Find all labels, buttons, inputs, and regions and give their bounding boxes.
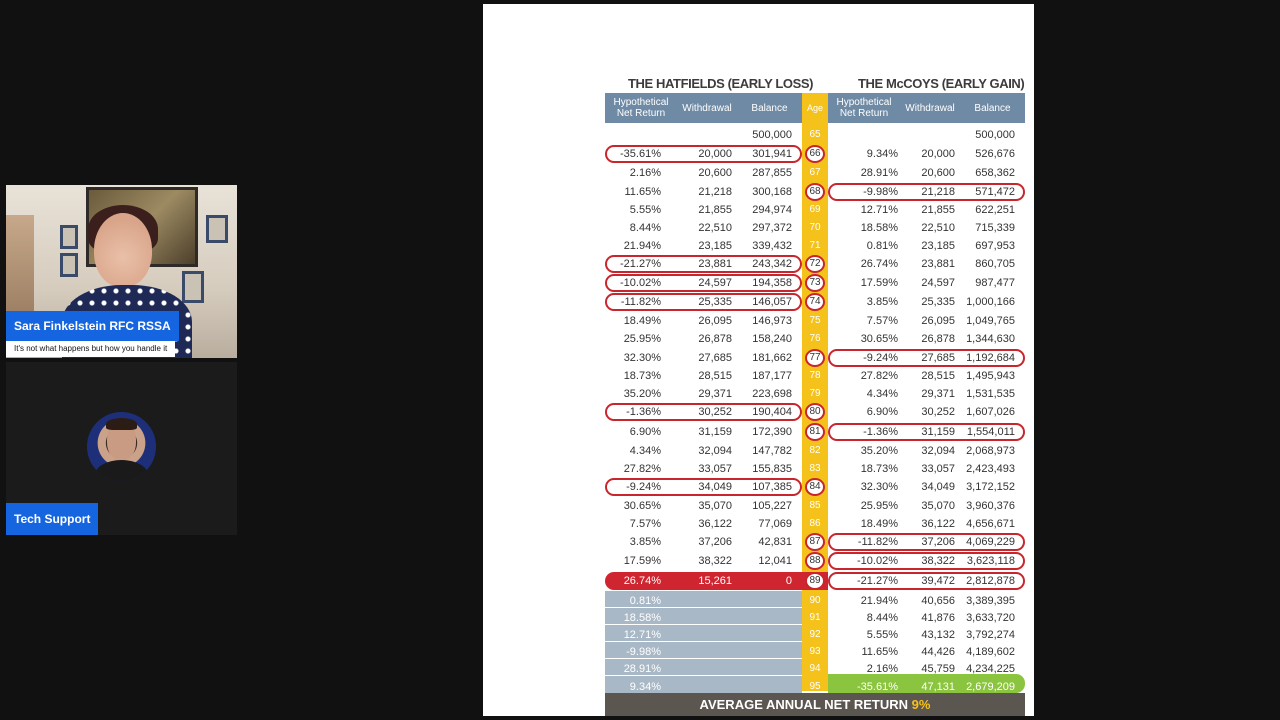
hatfield-withdrawal-cell: 23,185 <box>698 240 732 252</box>
mccoy-balance-cell: 715,339 <box>975 222 1015 234</box>
hatfield-withdrawal-cell: 34,049 <box>698 481 732 493</box>
left-table-title: THE HATFIELDS (EARLY LOSS) <box>628 76 814 91</box>
age-circled-cell: 72 <box>805 255 825 273</box>
hatfield-return-cell <box>605 126 661 144</box>
hatfield-withdrawal-cell: 24,597 <box>698 277 732 289</box>
table-row <box>483 497 1034 515</box>
header-net-return-line1: Hypothetical <box>836 97 892 108</box>
hatfield-withdrawal-cell: 32,094 <box>698 445 732 457</box>
hatfield-withdrawal-cell: 33,057 <box>698 463 732 475</box>
hatfield-withdrawal-cell: 38,322 <box>698 555 732 567</box>
hatfield-return-cell: 4.34% <box>629 445 661 457</box>
mccoy-return-cell: -10.02% <box>857 555 898 567</box>
mccoy-return-cell: 21.94% <box>860 595 898 607</box>
mccoy-balance-cell: 697,953 <box>975 240 1015 252</box>
table-row <box>483 126 1034 144</box>
mccoy-withdrawal-cell: 30,252 <box>921 406 955 418</box>
hatfield-return-cell: -11.82% <box>620 296 661 308</box>
hatfield-return-cell: 0.81% <box>629 595 661 607</box>
hatfield-balance-cell: 297,372 <box>752 222 792 234</box>
mccoy-return-cell: 25.95% <box>860 500 898 512</box>
table-row <box>483 183 1034 201</box>
hatfield-withdrawal-cell: 26,095 <box>698 315 732 327</box>
hatfield-return-cell: 6.90% <box>629 426 661 438</box>
mccoy-withdrawal-cell: 36,122 <box>921 518 955 530</box>
mccoy-balance-cell: 2,423,493 <box>966 463 1015 475</box>
mccoy-return-cell: -9.24% <box>863 352 898 364</box>
mccoy-balance-cell: 1,192,684 <box>966 352 1015 364</box>
mccoy-balance-cell: 1,000,166 <box>966 296 1015 308</box>
hatfield-balance-cell: 155,835 <box>752 463 792 475</box>
mccoy-return-cell: -9.98% <box>863 186 898 198</box>
hatfield-return-cell: 28.91% <box>623 663 661 675</box>
hatfield-withdrawal-cell: 25,335 <box>698 296 732 308</box>
hatfield-withdrawal-cell: 28,515 <box>698 370 732 382</box>
hatfield-balance-cell: 301,941 <box>752 148 792 160</box>
hatfield-return-cell: 18.58% <box>623 612 661 624</box>
mccoy-withdrawal-cell: 26,878 <box>921 333 955 345</box>
hatfield-balance-cell: 294,974 <box>752 204 792 216</box>
mccoy-return-cell <box>828 126 898 144</box>
table-row <box>483 552 1034 570</box>
hatfield-return-cell: 18.73% <box>623 370 661 382</box>
mccoy-balance-cell: 1,049,765 <box>966 315 1015 327</box>
mccoy-balance-cell: 2,068,973 <box>966 445 1015 457</box>
hatfield-withdrawal-cell <box>665 660 732 678</box>
mccoy-return-cell: -21.27% <box>857 575 898 587</box>
header-net-return <box>605 97 677 119</box>
mccoy-return-cell: 4.34% <box>866 388 898 400</box>
mccoy-return-cell: 12.71% <box>860 204 898 216</box>
mccoy-withdrawal-cell: 43,132 <box>921 629 955 641</box>
table-row <box>483 423 1034 441</box>
hatfield-return-cell: 27.82% <box>623 463 661 475</box>
hatfield-balance-cell <box>733 660 792 678</box>
hatfield-balance-cell: 287,855 <box>752 167 792 179</box>
hatfield-balance-cell: 223,698 <box>752 388 792 400</box>
table-row <box>483 660 1034 678</box>
hatfield-return-cell: 30.65% <box>623 500 661 512</box>
table-row <box>483 219 1034 237</box>
hatfield-withdrawal-cell: 29,371 <box>698 388 732 400</box>
wall-frame <box>60 225 78 249</box>
mccoy-return-cell: -11.82% <box>857 536 898 548</box>
age-cell: 70 <box>809 222 821 233</box>
mccoy-balance-cell: 3,623,118 <box>966 555 1015 567</box>
age-cell: 91 <box>809 612 821 623</box>
mccoy-balance-cell: 658,362 <box>975 167 1015 179</box>
hatfield-withdrawal-cell <box>665 126 732 144</box>
age-cell: 85 <box>809 500 821 511</box>
table-row <box>483 385 1034 403</box>
header-balance: Balance <box>751 102 788 114</box>
age-circled-cell: 74 <box>805 293 825 311</box>
hatfield-return-cell: 5.55% <box>629 204 661 216</box>
mccoy-balance-cell: 622,251 <box>975 204 1015 216</box>
age-circled-cell: 68 <box>805 183 825 201</box>
mccoy-withdrawal-cell: 44,426 <box>921 646 955 658</box>
age-cell: 95 <box>809 681 821 692</box>
wall-frame <box>60 253 78 277</box>
table-row <box>483 442 1034 460</box>
mccoy-return-cell: 28.91% <box>860 167 898 179</box>
host-tagline: It's not what happens but how you handle it <box>6 341 175 357</box>
mccoy-withdrawal-cell: 35,070 <box>921 500 955 512</box>
hatfield-withdrawal-cell: 23,881 <box>698 258 732 270</box>
age-cell: 76 <box>809 333 821 344</box>
mccoy-return-cell: 18.49% <box>860 518 898 530</box>
mccoy-withdrawal-cell: 21,855 <box>921 204 955 216</box>
age-circled-cell: 77 <box>805 349 825 367</box>
hatfield-balance-cell: 147,782 <box>752 445 792 457</box>
mccoy-withdrawal-cell: 29,371 <box>921 388 955 400</box>
hatfield-balance-cell: 42,831 <box>758 536 792 548</box>
age-cell: 69 <box>809 204 821 215</box>
mccoy-return-cell: 18.73% <box>860 463 898 475</box>
hatfield-withdrawal-cell: 36,122 <box>698 518 732 530</box>
hatfield-withdrawal-cell: 21,218 <box>698 186 732 198</box>
hatfield-withdrawal-cell: 27,685 <box>698 352 732 364</box>
age-cell: 92 <box>809 629 821 640</box>
table-row <box>483 460 1034 478</box>
hatfield-balance-cell: 77,069 <box>758 518 792 530</box>
mccoy-return-cell: 5.55% <box>866 629 898 641</box>
mccoy-return-cell: 3.85% <box>866 296 898 308</box>
mccoy-withdrawal-cell: 47,131 <box>921 681 955 693</box>
hatfield-return-cell: 8.44% <box>629 222 661 234</box>
mccoy-balance-cell: 1,607,026 <box>966 406 1015 418</box>
hatfield-balance-cell: 500,000 <box>752 129 792 141</box>
mccoy-withdrawal-cell: 34,049 <box>921 481 955 493</box>
hatfield-balance-cell: 146,973 <box>752 315 792 327</box>
mccoy-withdrawal-cell: 38,322 <box>921 555 955 567</box>
header-net-return-line2: Net Return <box>839 108 889 119</box>
age-cell: 67 <box>809 167 821 178</box>
table-row <box>483 164 1034 182</box>
mccoy-return-cell: 7.57% <box>866 315 898 327</box>
age-cell: 82 <box>809 445 821 456</box>
hatfield-return-cell: -10.02% <box>620 277 661 289</box>
age-circled-cell: 81 <box>805 423 825 441</box>
mccoy-balance-cell: 4,069,229 <box>966 536 1015 548</box>
mccoy-withdrawal-cell: 28,515 <box>921 370 955 382</box>
hatfield-balance-cell: 181,662 <box>752 352 792 364</box>
mccoy-withdrawal-cell: 24,597 <box>921 277 955 289</box>
mccoy-withdrawal-cell: 39,472 <box>921 575 955 587</box>
mccoy-balance-cell: 2,812,878 <box>966 575 1015 587</box>
footer-value: 9% <box>911 697 931 712</box>
mccoy-return-cell: 11.65% <box>861 646 898 658</box>
age-cell: 83 <box>809 463 821 474</box>
age-cell: 71 <box>809 240 821 251</box>
hatfield-balance-cell: 243,342 <box>752 258 792 270</box>
header-net-return-line1: Hypothetical <box>613 97 669 108</box>
table-row <box>483 349 1034 367</box>
age-circled-cell: 80 <box>805 403 825 421</box>
participant-tile-support[interactable] <box>6 362 237 535</box>
mccoy-return-cell: 8.44% <box>866 612 898 624</box>
age-circled-cell: 84 <box>805 478 825 496</box>
mccoy-withdrawal-cell: 20,600 <box>921 167 955 179</box>
avatar-hair <box>106 418 137 430</box>
age-circled-cell: 89 <box>805 572 825 590</box>
mccoy-return-cell: -1.36% <box>863 426 898 438</box>
hatfield-return-cell: 25.95% <box>623 333 661 345</box>
mccoy-withdrawal-cell: 26,095 <box>921 315 955 327</box>
mccoy-return-cell: 2.16% <box>866 663 898 675</box>
hatfield-withdrawal-cell: 21,855 <box>698 204 732 216</box>
hatfield-balance-cell: 194,358 <box>752 277 792 289</box>
hatfield-return-cell: 11.65% <box>624 186 661 198</box>
hatfield-return-cell: 35.20% <box>623 388 661 400</box>
hatfield-balance-cell: 107,385 <box>752 481 792 493</box>
hatfield-return-cell: 7.57% <box>629 518 661 530</box>
mccoy-withdrawal-cell: 45,759 <box>921 663 955 675</box>
hatfield-balance-cell: 300,168 <box>752 186 792 198</box>
mccoy-withdrawal-cell: 37,206 <box>921 536 955 548</box>
hatfield-withdrawal-cell: 31,159 <box>698 426 732 438</box>
mccoy-withdrawal-cell: 20,000 <box>921 148 955 160</box>
mccoy-return-cell: 35.20% <box>860 445 898 457</box>
shared-document <box>483 4 1034 716</box>
mccoy-withdrawal-cell: 33,057 <box>921 463 955 475</box>
mccoy-balance-cell: 571,472 <box>975 186 1015 198</box>
wall-frame <box>182 271 204 303</box>
mccoy-withdrawal-cell: 25,335 <box>921 296 955 308</box>
mccoy-balance-cell: 4,234,225 <box>966 663 1015 675</box>
age-cell: 94 <box>809 663 821 674</box>
mccoy-withdrawal-cell: 23,185 <box>921 240 955 252</box>
hatfield-balance-cell: 187,177 <box>752 370 792 382</box>
hatfield-return-cell: 32.30% <box>623 352 661 364</box>
hatfield-withdrawal-cell: 26,878 <box>698 333 732 345</box>
mccoy-withdrawal-cell: 32,094 <box>921 445 955 457</box>
mccoy-return-cell: 0.81% <box>866 240 898 252</box>
avatar-shirt <box>95 460 148 481</box>
mccoy-return-cell: 26.74% <box>860 258 898 270</box>
mccoy-return-cell: 30.65% <box>860 333 898 345</box>
mccoy-return-cell: 18.58% <box>860 222 898 234</box>
header-withdrawal: Withdrawal <box>905 102 955 114</box>
table-row <box>483 201 1034 219</box>
age-cell: 90 <box>809 595 821 606</box>
table-row <box>483 145 1034 163</box>
hatfield-return-cell: 17.59% <box>623 555 661 567</box>
mccoy-balance-cell: 3,960,376 <box>966 500 1015 512</box>
mccoy-balance-cell: 3,792,274 <box>966 629 1015 641</box>
table-row <box>483 533 1034 551</box>
mccoy-balance-cell: 3,389,395 <box>966 595 1015 607</box>
hatfield-return-cell: -21.27% <box>620 258 661 270</box>
table-row <box>483 515 1034 533</box>
avatar <box>87 412 156 481</box>
hatfield-withdrawal-cell: 37,206 <box>698 536 732 548</box>
hatfield-return-cell: 18.49% <box>623 315 661 327</box>
mccoy-return-cell: 6.90% <box>866 406 898 418</box>
table-row <box>483 237 1034 255</box>
mccoy-balance-cell: 2,679,209 <box>966 681 1015 693</box>
mccoy-return-cell: 27.82% <box>860 370 898 382</box>
mccoy-withdrawal-cell: 41,876 <box>921 612 955 624</box>
left-column-headers <box>605 93 802 123</box>
table-row <box>483 255 1034 273</box>
hatfield-withdrawal-cell: 30,252 <box>698 406 732 418</box>
age-circled-cell: 87 <box>805 533 825 551</box>
hatfield-return-cell: 2.16% <box>629 167 661 179</box>
mccoy-balance-cell: 4,656,671 <box>966 518 1015 530</box>
age-circled-cell: 73 <box>805 274 825 292</box>
hatfield-balance-cell: 190,404 <box>752 406 792 418</box>
mccoy-balance-cell: 1,344,630 <box>966 333 1015 345</box>
hatfield-withdrawal-cell: 20,000 <box>698 148 732 160</box>
hatfield-return-cell: -9.24% <box>626 481 661 493</box>
mccoy-balance-cell: 1,554,011 <box>966 426 1015 438</box>
support-name-label: Tech Support <box>6 503 98 535</box>
header-age: Age <box>802 93 828 123</box>
mccoy-withdrawal-cell: 21,218 <box>921 186 955 198</box>
age-circled-cell: 66 <box>805 145 825 163</box>
table-row <box>483 478 1034 496</box>
header-net-return <box>828 97 900 119</box>
mccoy-return-cell: 9.34% <box>866 148 898 160</box>
age-cell: 75 <box>809 315 821 326</box>
table-row <box>483 330 1034 348</box>
hatfield-withdrawal-cell: 22,510 <box>698 222 732 234</box>
table-row <box>483 274 1034 292</box>
host-name-label: Sara Finkelstein RFC RSSA <box>6 311 179 341</box>
header-balance: Balance <box>974 102 1011 114</box>
mccoy-withdrawal-cell: 22,510 <box>921 222 955 234</box>
mccoy-withdrawal-cell: 40,656 <box>921 595 955 607</box>
age-circled-cell: 88 <box>805 552 825 570</box>
table-row <box>483 312 1034 330</box>
hatfield-balance-cell: 0 <box>785 575 792 587</box>
header-net-return-line2: Net Return <box>616 108 666 119</box>
age-cell: 93 <box>809 646 821 657</box>
wall-frame <box>206 215 228 243</box>
age-cell: 79 <box>809 388 821 399</box>
hatfield-balance-cell: 158,240 <box>752 333 792 345</box>
hatfield-return-cell: 9.34% <box>629 681 661 693</box>
table-row <box>483 403 1034 421</box>
participant-face <box>94 213 152 287</box>
mccoy-balance-cell: 3,172,152 <box>966 481 1015 493</box>
table-row <box>483 293 1034 311</box>
header-withdrawal: Withdrawal <box>682 102 732 114</box>
hatfield-withdrawal-cell: 20,600 <box>698 167 732 179</box>
mccoy-balance-cell: 3,633,720 <box>966 612 1015 624</box>
mccoy-balance-cell: 1,531,535 <box>966 388 1015 400</box>
average-return-footer <box>605 693 1025 716</box>
mccoy-balance-cell: 1,495,943 <box>966 370 1015 382</box>
right-column-headers <box>828 93 1025 123</box>
mccoy-balance-cell: 987,477 <box>975 277 1015 289</box>
hatfield-balance-cell: 105,227 <box>752 500 792 512</box>
table-row <box>483 367 1034 385</box>
mccoy-withdrawal-cell <box>901 126 955 144</box>
hatfield-return-cell: 26.74% <box>623 575 661 587</box>
mccoy-withdrawal-cell: 27,685 <box>921 352 955 364</box>
footer-label: AVERAGE ANNUAL NET RETURN <box>699 697 912 712</box>
age-cell: 78 <box>809 370 821 381</box>
hatfield-balance-cell: 339,432 <box>752 240 792 252</box>
mccoy-return-cell: -35.61% <box>857 681 898 693</box>
mccoy-withdrawal-cell: 23,881 <box>921 258 955 270</box>
hatfield-return-cell: -1.36% <box>626 406 661 418</box>
hatfield-return-cell: 12.71% <box>623 629 661 641</box>
mccoy-return-cell: 17.59% <box>860 277 898 289</box>
mccoy-balance-cell: 860,705 <box>975 258 1015 270</box>
mccoy-balance-cell: 526,676 <box>975 148 1015 160</box>
hatfield-return-cell: -9.98% <box>626 646 661 658</box>
participant-tile-host[interactable] <box>6 185 237 358</box>
hatfield-return-cell: 21.94% <box>623 240 661 252</box>
hatfield-return-cell: 3.85% <box>629 536 661 548</box>
hatfield-withdrawal-cell: 15,261 <box>698 575 732 587</box>
right-table-title: THE McCOYS (EARLY GAIN) <box>858 76 1025 91</box>
age-cell: 86 <box>809 518 821 529</box>
age-cell: 65 <box>809 129 821 140</box>
mccoy-withdrawal-cell: 31,159 <box>921 426 955 438</box>
mccoy-balance-cell: 500,000 <box>975 129 1015 141</box>
hatfield-balance-cell: 172,390 <box>752 426 792 438</box>
hatfield-withdrawal-cell: 35,070 <box>698 500 732 512</box>
hatfield-return-cell: -35.61% <box>620 148 661 160</box>
mccoy-balance-cell: 4,189,602 <box>966 646 1015 658</box>
hatfield-balance-cell: 146,057 <box>752 296 792 308</box>
hatfield-balance-cell: 12,041 <box>758 555 792 567</box>
table-row <box>483 572 1034 590</box>
mccoy-return-cell: 32.30% <box>860 481 898 493</box>
